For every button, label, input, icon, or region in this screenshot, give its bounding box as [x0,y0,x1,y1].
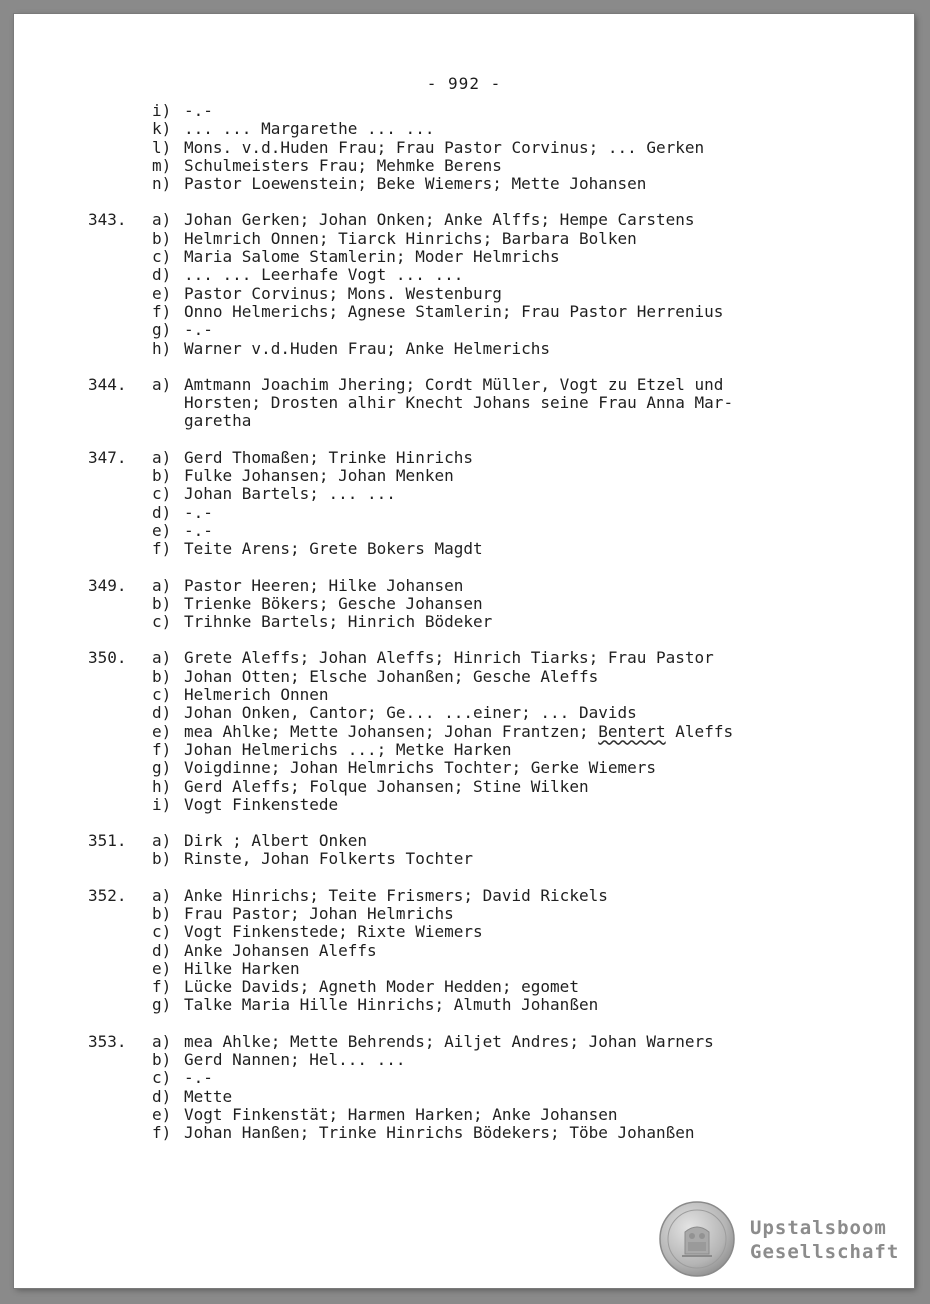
line-text [184,1106,868,1124]
entry-line [88,978,868,996]
line-text [184,412,868,430]
entry-line [88,376,868,394]
line-text [184,942,868,960]
line-text-main: Maria Salome Stamlerin; Moder Helmrichs [184,247,560,267]
line-text [184,540,868,558]
entry-line [88,230,868,248]
entry-line [88,102,868,120]
line-text-main: garetha [184,411,252,431]
line-text [184,887,868,905]
line-text [184,102,868,120]
entry-line [88,704,868,722]
entry-number [88,778,152,796]
entry-number [88,686,152,704]
line-text-main: Warner v.d.Huden Frau; Anke Helmerichs [184,338,551,358]
entry-block [88,832,868,869]
line-text [184,723,868,741]
line-text-main: -.- [184,520,213,540]
line-text [184,741,868,759]
entry-line [88,139,868,157]
line-letter: k) [152,119,172,139]
line-text [184,960,868,978]
entry-number [88,850,152,868]
entry-number [88,668,152,686]
line-text-main: Hilke Harken [184,958,300,978]
line-text-main: Johan Gerken; Johan Onken; Anke Alffs; Hempe Carstens [184,210,695,230]
line-text-main: Pastor Heeren; Hilke Johansen [184,575,464,595]
line-text [184,905,868,923]
entry-line [88,577,868,595]
line-letter: c) [152,922,172,942]
line-text [184,211,868,229]
line-text-main: -.- [184,101,213,120]
line-text-main: Frau Pastor; Johan Helmrichs [184,903,454,923]
line-text-main: -.- [184,502,213,522]
line-text [184,595,868,613]
line-text [184,1051,868,1069]
entry-number [88,157,152,175]
line-letter: m) [152,155,172,175]
line-text [184,266,868,284]
entry-line [88,321,868,339]
entry-number [88,504,152,522]
line-text [184,923,868,941]
line-text-main: Amtmann Joachim Jhering; Cordt Müller, Vogt zu Etzel und [184,374,724,394]
line-letter: a) [152,1031,172,1051]
line-text [184,504,868,522]
line-text-main: Horsten; Drosten alhir Knecht Johans seine Frau Anna Mar- [184,393,734,413]
line-text [184,230,868,248]
entry-line [88,248,868,266]
entry-number [88,923,152,941]
entry-line [88,504,868,522]
entry-number [88,613,152,631]
line-text-main: Mette [184,1086,233,1106]
entry-line [88,340,868,358]
entry-line [88,285,868,303]
entry-line [88,595,868,613]
line-letter: b) [152,849,172,869]
entry-line [88,485,868,503]
line-letter: f) [152,1123,172,1143]
entry-line [88,175,868,193]
entry-line [88,649,868,667]
line-letter: d) [152,1086,172,1106]
entry-line [88,1033,868,1051]
entry-line [88,266,868,284]
line-letter: i) [152,101,172,120]
line-letter: c) [152,247,172,267]
entry-number [88,1124,152,1142]
entry-number [88,1106,152,1124]
document-page [14,14,914,1288]
line-text [184,613,868,631]
line-letter [152,394,184,412]
entry-number [88,522,152,540]
line-letter: d) [152,265,172,285]
line-text-main: Pastor Corvinus; Mons. Westenburg [184,283,502,303]
entry-line [88,942,868,960]
line-letter: c) [152,1068,172,1088]
line-letter: e) [152,1104,172,1124]
logo-line-1: Upstalsboom [750,1217,887,1239]
line-letter [152,412,184,430]
entry-number [88,1088,152,1106]
line-text-main: Pastor Loewenstein; Beke Wiemers; Mette Johansen [184,174,647,194]
line-text [184,285,868,303]
line-letter: d) [152,940,172,960]
line-text [184,175,868,193]
line-letter: b) [152,228,172,248]
line-text-main: Helmrich Onnen; Tiarck Hinrichs; Barbara Bolken [184,228,637,248]
line-text [184,649,868,667]
entry-number [88,540,152,558]
entry-number: 343. [88,210,127,230]
line-text-main: Rinste, Johan Folkerts Tochter [184,849,473,869]
entry-number [88,1069,152,1087]
line-text [184,340,868,358]
entry-line [88,960,868,978]
line-text [184,139,868,157]
line-text [184,778,868,796]
entry-line [88,759,868,777]
line-text [184,248,868,266]
entry-number [88,595,152,613]
line-text [184,796,868,814]
line-text [184,577,868,595]
entry-number [88,978,152,996]
entry-line [88,467,868,485]
entry-line [88,1069,868,1087]
line-text [184,467,868,485]
entry-number [88,759,152,777]
line-letter: c) [152,484,172,504]
entry-block [88,577,868,632]
entry-number [88,741,152,759]
line-letter: e) [152,283,172,303]
line-text [184,832,868,850]
entry-number [88,139,152,157]
line-text [184,978,868,996]
entry-line [88,1106,868,1124]
entry-line [88,996,868,1014]
line-text-main: Gerd Thomaßen; Trinke Hinrichs [184,447,473,467]
line-text-main: Anke Hinrichs; Teite Frismers; David Rickels [184,885,608,905]
entry-block [88,649,868,814]
entry-line [88,540,868,558]
line-text [184,668,868,686]
entry-number [88,102,152,120]
line-text [184,1124,868,1142]
line-letter: c) [152,612,172,632]
line-text [184,120,868,138]
entry-number: 351. [88,831,127,851]
entry-line [88,1124,868,1142]
entry-number [88,412,152,430]
line-letter: a) [152,575,172,595]
line-text-main: Dirk ; Albert Onken [184,831,368,851]
line-letter: h) [152,338,172,358]
line-text [184,1088,868,1106]
entry-block [88,376,868,431]
line-letter: d) [152,502,172,522]
line-text-main: Johan Bartels; ... ... [184,484,396,504]
line-letter: l) [152,137,172,157]
entry-block [88,211,868,357]
line-letter: n) [152,174,172,194]
line-text [184,321,868,339]
line-letter: a) [152,447,172,467]
line-letter: f) [152,301,172,321]
line-letter: g) [152,758,172,778]
line-text-main: Lücke Davids; Agneth Moder Hedden; egomet [184,977,579,997]
line-text-main: -.- [184,1068,213,1088]
entry-line [88,923,868,941]
entry-line [88,613,868,631]
entry-number [88,266,152,284]
line-text-main: Helmerich Onnen [184,685,329,705]
line-letter: a) [152,648,172,668]
entry-line [88,1088,868,1106]
entry-line [88,1051,868,1069]
entry-block [88,449,868,559]
line-text-main: Schulmeisters Frau; Mehmke Berens [184,155,502,175]
entry-number: 347. [88,447,127,467]
entry-number [88,467,152,485]
line-text [184,449,868,467]
marked-name: Bentert [598,721,666,741]
line-letter: i) [152,794,172,814]
entry-line [88,668,868,686]
entry-line [88,211,868,229]
entry-number [88,1051,152,1069]
entry-number [88,723,152,741]
line-text [184,303,868,321]
line-text-main: Johan Helmerichs ...; Metke Harken [184,739,512,759]
line-text [184,157,868,175]
entry-line [88,394,868,412]
line-letter: g) [152,995,172,1015]
line-text-main: mea Ahlke; Mette Johansen; Johan Frantzen; [184,721,599,741]
line-text-main: Onno Helmerichs; Agnese Stamlerin; Frau Pastor Herrenius [184,301,724,321]
entry-block [88,887,868,1015]
entry-line [88,796,868,814]
line-text [184,1069,868,1087]
entry-number [88,285,152,303]
entry-line [88,905,868,923]
page-number: - 992 - [426,74,502,93]
line-letter: a) [152,210,172,230]
entry-number: 353. [88,1031,127,1051]
line-text [184,704,868,722]
entry-line [88,723,868,741]
line-letter: b) [152,466,172,486]
publisher-logo [658,1200,908,1280]
line-text [184,759,868,777]
entry-number [88,996,152,1014]
seal-icon [658,1200,736,1278]
entry-block [88,102,868,193]
logo-line-2: Gesellschaft [750,1241,900,1263]
line-text-main: Gerd Nannen; Hel... ... [184,1050,406,1070]
line-text-main: Vogt Finkenstät; Harmen Harken; Anke Johansen [184,1104,618,1124]
entry-number [88,394,152,412]
line-letter: g) [152,320,172,340]
entry-line [88,778,868,796]
entry-line [88,850,868,868]
line-text [184,376,868,394]
line-text-main: Teite Arens; Grete Bokers Magdt [184,539,483,559]
line-letter: c) [152,685,172,705]
entry-number [88,321,152,339]
line-text [184,1033,868,1051]
line-text-main: Anke Johansen Aleffs [184,940,377,960]
entry-list [88,102,868,1161]
line-text-tail: Aleffs [665,721,734,741]
entry-number [88,960,152,978]
line-letter: a) [152,831,172,851]
entry-line [88,686,868,704]
entry-number [88,905,152,923]
entry-line [88,832,868,850]
line-text [184,996,868,1014]
line-letter: e) [152,958,172,978]
line-text-main: Talke Maria Hille Hinrichs; Almuth Johanßen [184,995,599,1015]
line-text [184,686,868,704]
entry-number [88,248,152,266]
line-letter: h) [152,776,172,796]
entry-line [88,157,868,175]
entry-number: 350. [88,648,127,668]
entry-number [88,303,152,321]
line-text [184,522,868,540]
line-text-main: -.- [184,320,213,340]
entry-number [88,120,152,138]
entry-number: 344. [88,374,127,394]
line-text-main: Vogt Finkenstede; Rixte Wiemers [184,922,483,942]
line-text-main: Fulke Johansen; Johan Menken [184,466,454,486]
entry-number: 352. [88,885,127,905]
line-letter: b) [152,666,172,686]
line-text-main: Gerd Aleffs; Folque Johansen; Stine Wilken [184,776,589,796]
line-letter: b) [152,1050,172,1070]
entry-line [88,522,868,540]
line-letter: d) [152,703,172,723]
line-text [184,850,868,868]
line-text-main: ... ... Margarethe ... ... [184,119,435,139]
line-text-main: Trienke Bökers; Gesche Johansen [184,593,483,613]
entry-number [88,796,152,814]
entry-number: 349. [88,575,127,595]
line-letter: f) [152,539,172,559]
line-letter: e) [152,520,172,540]
line-text-main: Johan Otten; Elsche Johanßen; Gesche Aleffs [184,666,599,686]
line-letter: a) [152,374,172,394]
entry-line [88,887,868,905]
entry-block [88,1033,868,1143]
logo-text [750,1216,899,1264]
entry-number [88,942,152,960]
line-letter: e) [152,721,172,741]
line-letter: a) [152,885,172,905]
entry-line [88,120,868,138]
entry-line [88,741,868,759]
line-letter: f) [152,977,172,997]
line-text [184,485,868,503]
line-text-main: ... ... Leerhafe Vogt ... ... [184,265,464,285]
line-letter: b) [152,903,172,923]
line-letter: f) [152,739,172,759]
entry-number [88,175,152,193]
line-text-main: Johan Hanßen; Trinke Hinrichs Bödekers; Töbe Johanßen [184,1123,695,1143]
line-text-main: Trihnke Bartels; Hinrich Bödeker [184,612,493,632]
entry-number [88,340,152,358]
line-letter: b) [152,593,172,613]
entry-number [88,485,152,503]
entry-line [88,303,868,321]
entry-line [88,449,868,467]
line-text-main: Vogt Finkenstede [184,794,339,814]
entry-number [88,704,152,722]
line-text-main: Grete Aleffs; Johan Aleffs; Hinrich Tiarks; Frau Pastor [184,648,714,668]
line-text-main: mea Ahlke; Mette Behrends; Ailjet Andres; Johan Warners [184,1031,714,1051]
line-text-main: Mons. v.d.Huden Frau; Frau Pastor Corvinus; ... Gerken [184,137,705,157]
line-text-main: Johan Onken, Cantor; Ge... ...einer; ... Davids [184,703,637,723]
line-text [184,394,868,412]
entry-number [88,230,152,248]
entry-line [88,412,868,430]
line-text-main: Voigdinne; Johan Helmrichs Tochter; Gerke Wiemers [184,758,657,778]
